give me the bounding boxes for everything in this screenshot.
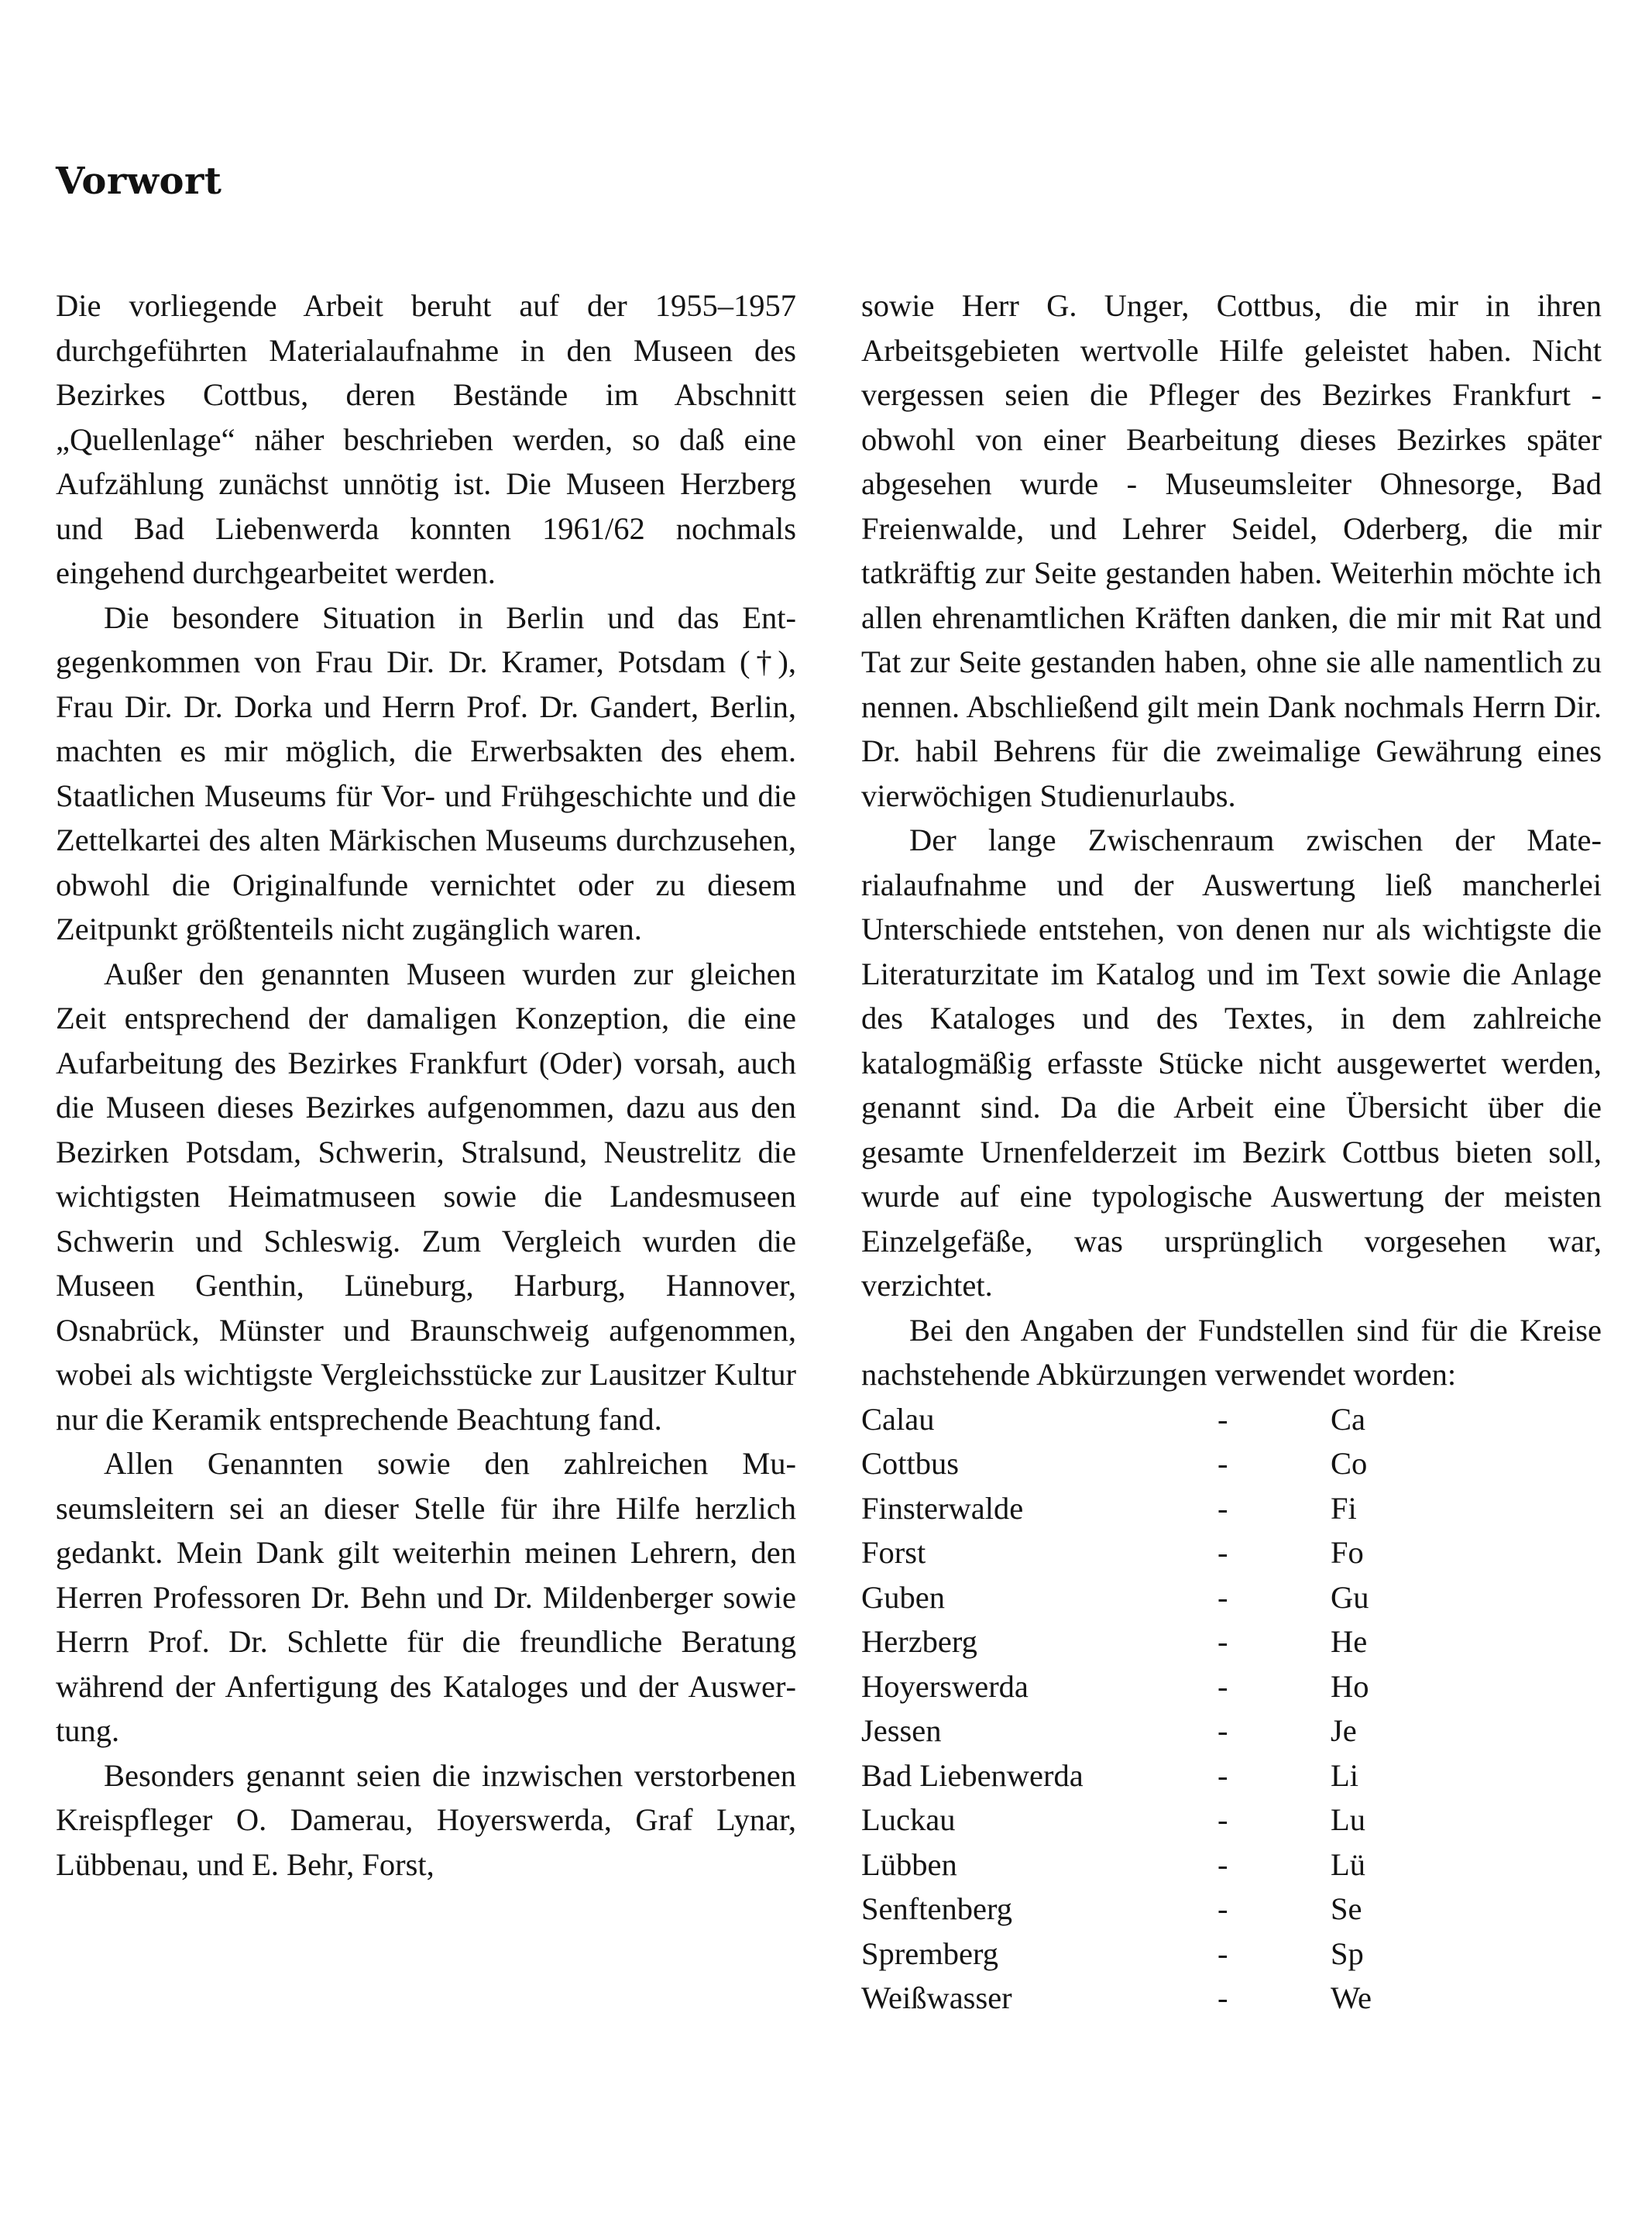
left-column [56,283,796,1887]
separator-dash: - [1218,1446,1228,1481]
district-name: Weißwasser [861,1980,1012,2015]
district-name: Finsterwalde [861,1490,1024,1526]
paragraph: sowie Herr G. Unger, Cottbus, die mir in ihren Arbeitsgebieten wertvolle Hilfe geleistet haben. Nicht vergessen seien die Pfleger des Bezirkes Frankfurt - obwohl von einer Bearbeitung dieses Bezirkes später abgesehen wurde - Museumsleiter Ohnesorge, Bad Freienwalde, und Lehrer Seidel, Oderberg, die mir tatkräftig zur Seite gestanden haben. Weiterhin möchte ich allen ehrenamtlichen Kräften danken, die mir mit Rat und Tat zur Seite gestanden haben, ohne sie alle namentlich zu nennen. Abschließend gilt mein Dank nochmals Herrn Dir. Dr. habil Behrens für die zweimalige Gewährung eines vierwöchigen Studienurlaubs. [861,288,1602,813]
separator-dash: - [1218,1757,1228,1793]
abbreviation-row [861,1887,1602,1932]
separator-dash: - [1218,1668,1228,1704]
district-name: Luckau [861,1802,956,1837]
separator-dash: - [1218,1624,1228,1659]
separator-dash: - [1218,1980,1228,2015]
district-name: Hoyerswerda [861,1668,1029,1704]
paragraph: Bei den Angaben der Fundstellen sind für die Kreise nachstehende Abkürzungen verwendet worden: [861,1312,1602,1392]
separator-dash: - [1218,1490,1228,1526]
abbreviation-row [861,1976,1602,2021]
abbreviation-row [861,1753,1602,1798]
district-name: Spremberg [861,1935,998,1971]
page-title: Vorwort [56,160,222,203]
district-code: Fi [1331,1490,1357,1526]
district-code: Se [1331,1891,1362,1926]
district-code: Fo [1331,1535,1364,1570]
district-code: He [1331,1624,1368,1659]
district-code: Co [1331,1446,1368,1481]
paragraph: Die vorliegende Arbeit beruht auf der 1955–1957 durchgeführten Materialaufnahme in den Museen des Bezirkes Cottbus, deren Bestände im Abschnitt „Quellenlage“ näher beschrieben werden, so daß eine Aufzählung zunächst unnötig ist. Die Museen Herzberg und Bad Liebenwerda konnten 1961/62 nochmals eingehend durchgearbeitet werden. [56,288,796,590]
district-name: Bad Liebenwerda [861,1757,1084,1793]
district-code: Sp [1331,1935,1364,1971]
abbreviation-row [861,1664,1602,1709]
district-code: We [1331,1980,1372,2015]
separator-dash: - [1218,1891,1228,1926]
separator-dash: - [1218,1713,1228,1748]
abbreviation-row [861,1619,1602,1664]
abbreviation-row [861,1486,1602,1531]
district-name: Forst [861,1535,926,1570]
district-name: Guben [861,1579,945,1615]
district-code: Lü [1331,1846,1365,1882]
district-name: Calau [861,1401,935,1437]
district-code: Gu [1331,1579,1369,1615]
separator-dash: - [1218,1401,1228,1437]
abbreviation-row [861,1798,1602,1843]
separator-dash: - [1218,1846,1228,1882]
district-code: Ho [1331,1668,1369,1704]
district-name: Senftenberg [861,1891,1012,1926]
district-name: Cottbus [861,1446,960,1481]
abbreviation-list [861,1397,1602,2021]
separator-dash: - [1218,1935,1228,1971]
abbreviation-row [861,1575,1602,1620]
abbreviation-row [861,1932,1602,1976]
separator-dash: - [1218,1579,1228,1615]
district-code: Lu [1331,1802,1365,1837]
paragraph: Der lange Zwischenraum zwischen der Materialaufnahme und der Auswertung ließ mancherlei Unterschiede entstehen, von denen nur als wichtigste die Literaturzitate im Katalog und im Text sowie die Anlage des Kataloges und des Textes, in dem zahlreiche katalogmäßig erfasste Stücke nicht ausgewertet werden, genannt sind. Da die Arbeit eine Übersicht über die gesamte Urnenfelderzeit im Bezirk Cottbus bieten soll, wurde auf eine typologische Auswertung der meisten Einzelgefäße, was ursprünglich vorgesehen war, verzichtet. [861,823,1602,1303]
district-name: Lübben [861,1846,957,1882]
district-name: Jessen [861,1713,942,1748]
paragraph: Die besondere Situation in Berlin und das Entgegenkommen von Frau Dir. Dr. Kramer, Potsdam (†), Frau Dir. Dr. Dorka und Herrn Prof. Dr. Gandert, Berlin, machten es mir möglich, die Erwerbsakten des ehem. Staatlichen Museums für Vor- und Frühgeschichte und die Zettelkartei des alten Märkischen Museums durchzusehen, obwohl die Originalfunde vernichtet oder zu diesem Zeitpunkt größtenteils nicht zugänglich waren. [56,599,796,946]
abbreviation-row [861,1843,1602,1887]
abbreviation-row [861,1530,1602,1575]
district-code: Ca [1331,1401,1365,1437]
paragraph: Außer den genannten Museen wurden zur gleichen Zeit entsprechend der damaligen Konzeption, die eine Aufarbeitung des Bezirkes Frankfurt (Oder) vorsah, auch die Museen dieses Bezirkes aufgenommen, dazu aus den Bezirken Potsdam, Schwerin, Stralsund, Neustrelitz die wichtigsten Heimatmuseen sowie die Landesmuseen Schwerin und Schleswig. Zum Vergleich wurden die Museen Genthin, Lüneburg, Harburg, Hannover, Osnabrück, Münster und Braunschweig aufgenommen, wobei als wichtigste Vergleichsstücke zur Lausitzer Kultur nur die Keramik entsprechende Beachtung fand. [56,956,796,1437]
right-column [861,283,1602,2021]
district-code: Li [1331,1757,1358,1793]
district-code: Je [1331,1713,1357,1748]
abbreviation-row [861,1397,1602,1442]
separator-dash: - [1218,1802,1228,1837]
abbreviation-row [861,1709,1602,1753]
paragraph: Besonders genannt seien die inzwischen verstorbenen Kreispfleger O. Damerau, Hoyerswerda, Graf Lynar, Lübbenau, und E. Behr, Forst, [56,1757,796,1882]
paragraph: Allen Genannten sowie den zahlreichen Museumsleitern sei an dieser Stelle für ihre Hilfe herzlich gedankt. Mein Dank gilt weiterhin meinen Lehrern, den Herren Professoren Dr. Behn und Dr. Mildenberger sowie Herrn Prof. Dr. Schlette für die freundliche Beratung während der Anfertigung des Kataloges und der Auswertung. [56,1446,796,1748]
separator-dash: - [1218,1535,1228,1570]
district-name: Herzberg [861,1624,977,1659]
abbreviation-row [861,1441,1602,1486]
